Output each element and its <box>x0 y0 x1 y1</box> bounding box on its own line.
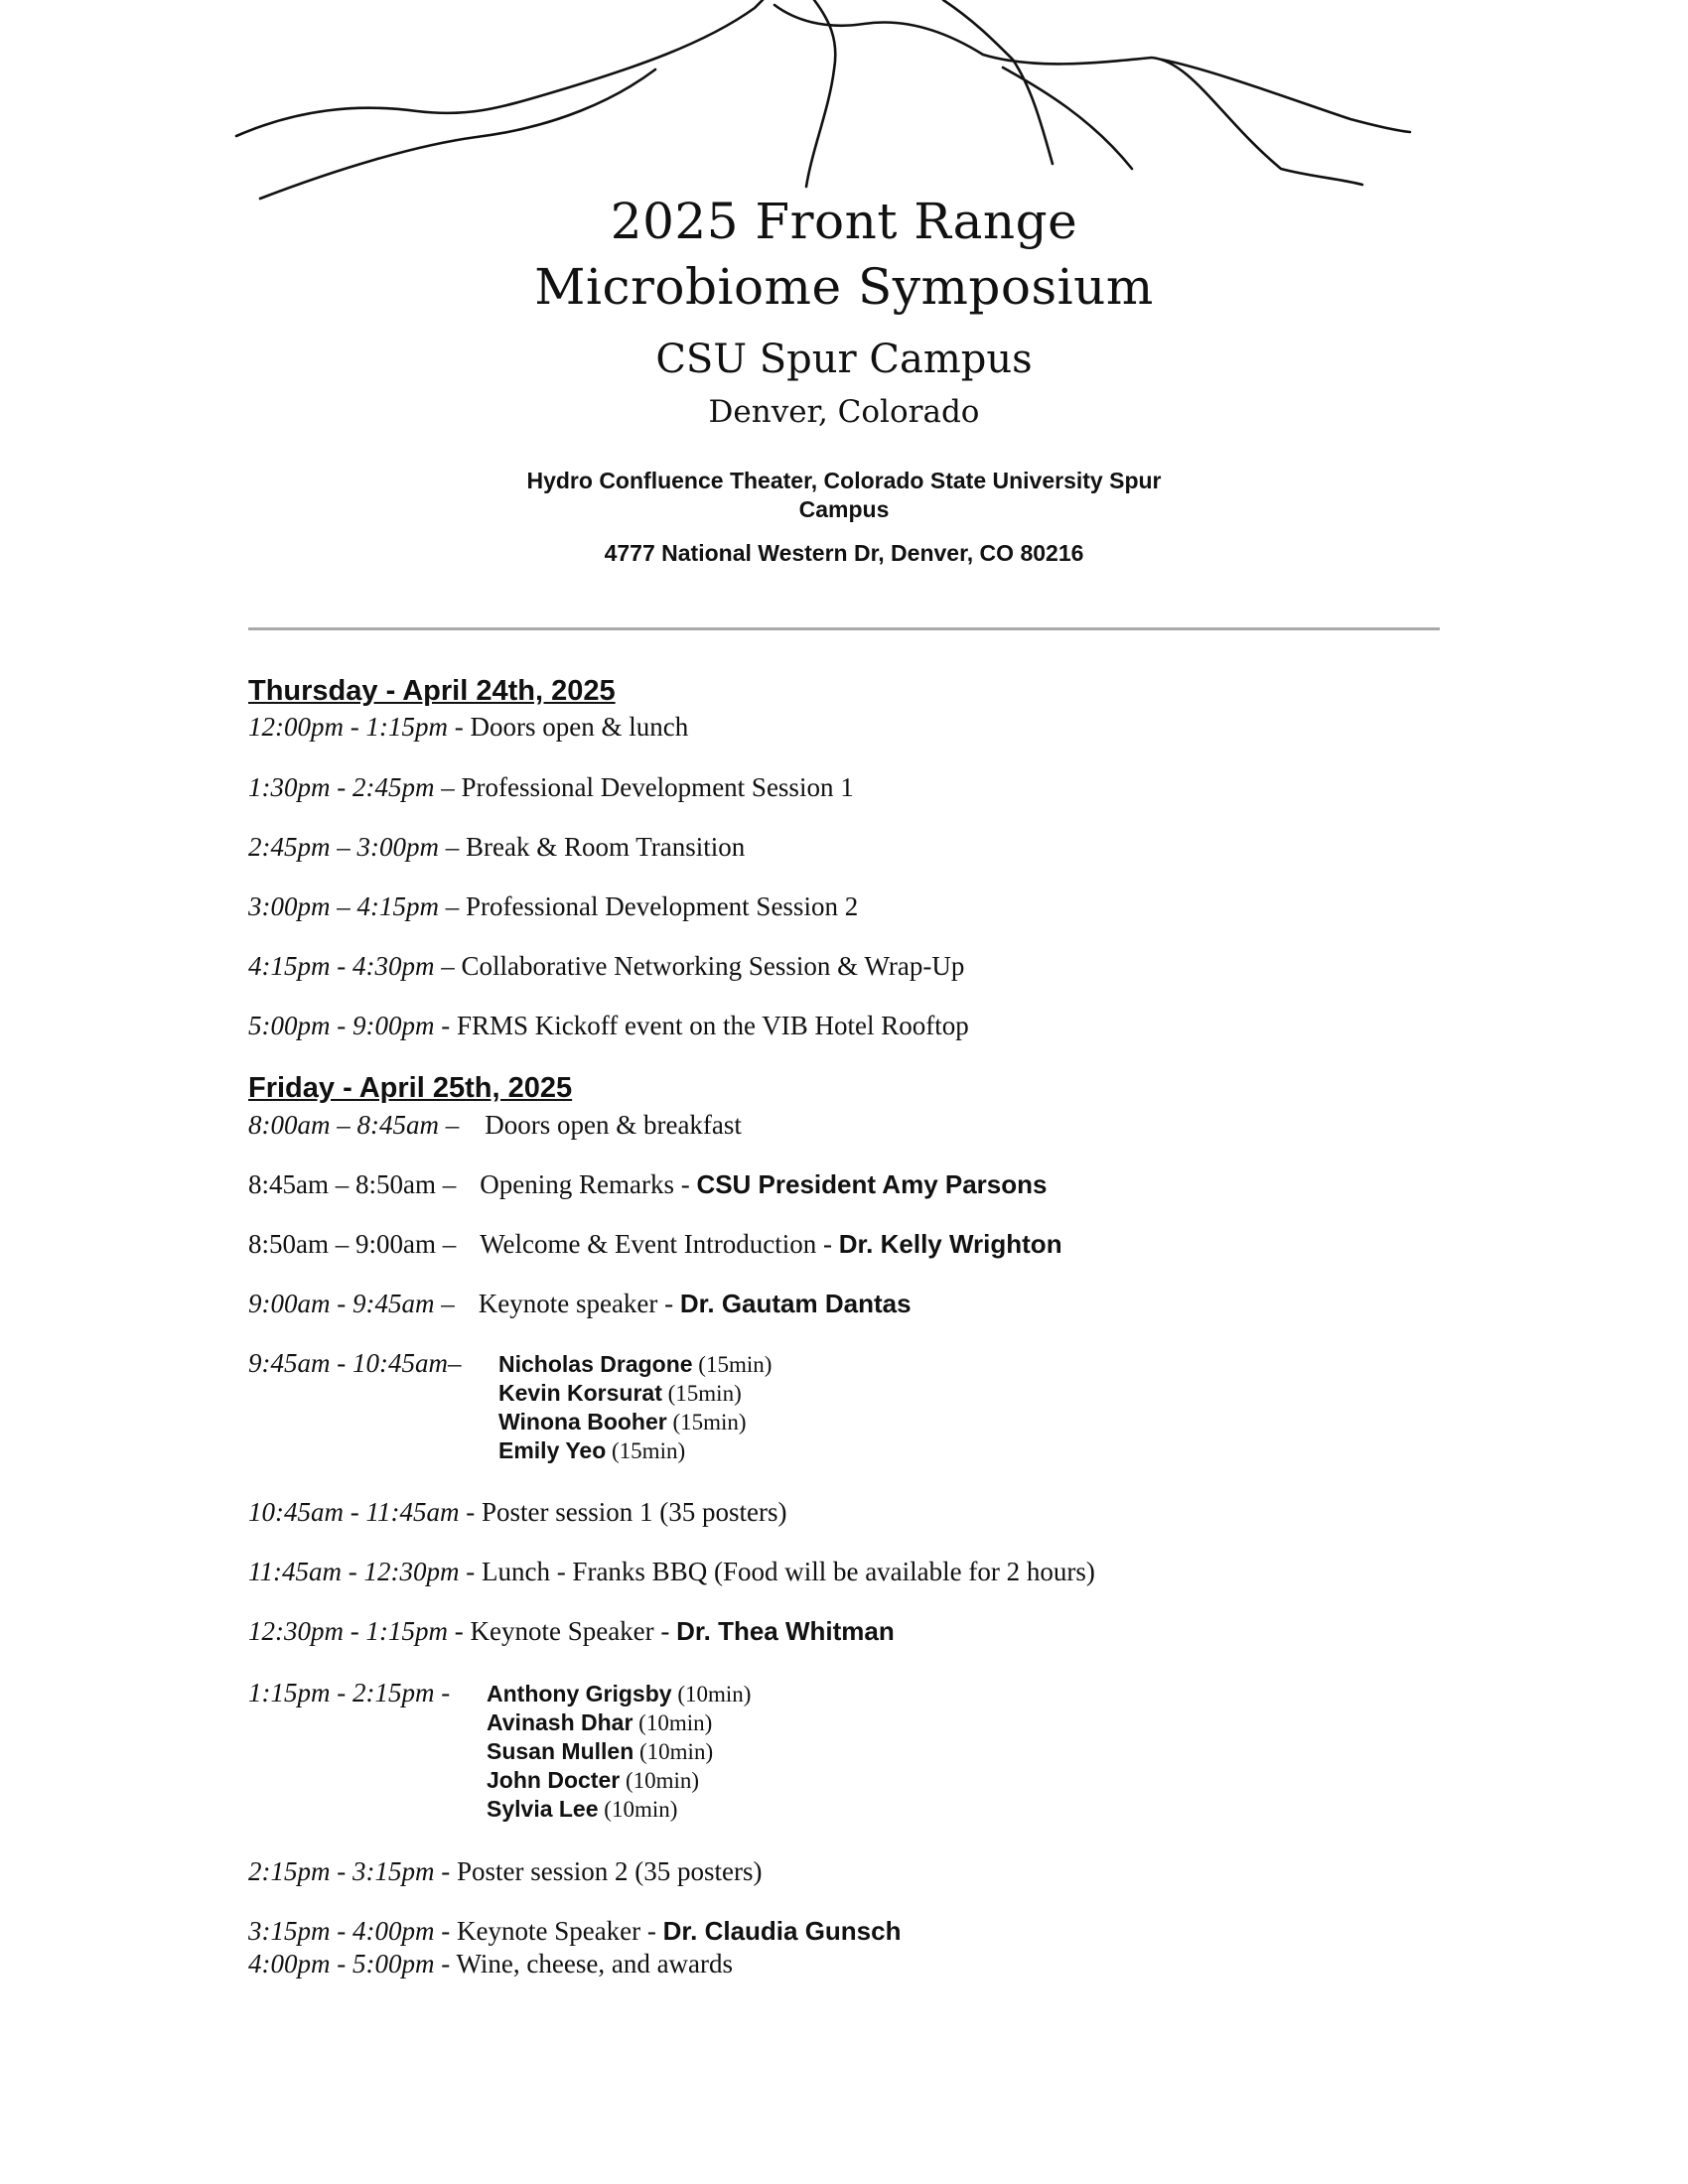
venue-line1: Hydro Confluence Theater, Colorado State University Spur <box>526 468 1162 493</box>
separator: – <box>438 832 466 862</box>
agenda-item <box>248 1856 762 1887</box>
agenda-activity: Wine, cheese, and awards <box>456 1949 734 1979</box>
agenda-item <box>248 1169 1047 1200</box>
talk-speaker: Anthony Grigsby <box>487 1681 672 1706</box>
agenda-time: 12:30pm - 1:15pm <box>248 1616 448 1646</box>
separator: - <box>434 1949 457 1979</box>
agenda-time: 10:45am - 11:45am <box>248 1497 460 1527</box>
talk-duration: (15min) <box>661 1381 742 1406</box>
talk-item <box>498 1408 772 1436</box>
agenda-item <box>248 1229 1062 1260</box>
venue-address: 4777 National Western Dr, Denver, CO 80216 <box>604 540 1084 566</box>
agenda-item <box>248 772 854 803</box>
agenda-item <box>248 1949 733 1979</box>
agenda-item <box>248 832 745 863</box>
separator: - <box>459 1557 482 1586</box>
agenda-activity: Keynote Speaker - <box>456 1916 663 1946</box>
separator: - <box>447 1616 471 1646</box>
talk-duration: (10min) <box>598 1797 678 1822</box>
agenda-item <box>248 891 858 922</box>
talk-duration: (10min) <box>633 1710 713 1735</box>
speaker-name: Dr. Thea Whitman <box>676 1616 895 1646</box>
agenda-activity: Poster session 2 (35 posters) <box>456 1856 763 1886</box>
agenda-item <box>248 1348 461 1379</box>
agenda-activity: Opening Remarks - <box>480 1169 697 1199</box>
header-divider <box>248 627 1440 630</box>
venue-line2: Campus <box>798 496 890 522</box>
talk-speaker: Susan Mullen <box>487 1738 634 1764</box>
speaker-name: Dr. Gautam Dantas <box>679 1289 912 1318</box>
agenda-time: 8:00am – 8:45am – <box>248 1110 460 1140</box>
talk-speaker: John Docter <box>487 1767 621 1793</box>
talk-item <box>487 1766 751 1795</box>
agenda-activity: Doors open & lunch <box>470 712 689 742</box>
agenda-time: 2:15pm - 3:15pm <box>248 1856 435 1886</box>
separator: – <box>434 951 462 981</box>
friday-heading: Friday - April 25th, 2025 <box>248 1072 573 1104</box>
speaker-name: Dr. Claudia Gunsch <box>662 1916 902 1946</box>
agenda-activity: Break & Room Transition <box>465 832 746 862</box>
agenda-item <box>248 951 964 982</box>
thursday-heading: Thursday - April 24th, 2025 <box>248 675 616 707</box>
agenda-time: 8:50am – 9:00am – <box>248 1229 457 1259</box>
separator: – <box>434 772 462 802</box>
agenda-time: 8:45am – 8:50am – <box>248 1169 457 1199</box>
agenda-item <box>248 1289 912 1319</box>
talk-duration: (15min) <box>692 1352 773 1377</box>
talk-item <box>487 1737 751 1766</box>
agenda-item <box>248 1557 1095 1587</box>
event-subtitle: CSU Spur Campus <box>655 337 1033 382</box>
separator: - <box>447 712 471 742</box>
agenda-time: 1:15pm - 2:15pm - <box>248 1678 451 1707</box>
agenda-activity: Doors open & breakfast <box>485 1110 742 1140</box>
agenda-item <box>248 1678 450 1708</box>
agenda-activity: Lunch - Franks BBQ (Food will be available for 2 hours) <box>481 1557 1095 1586</box>
agenda-item <box>248 1916 901 1947</box>
talk-speaker: Winona Booher <box>498 1409 667 1434</box>
event-city: Denver, Colorado <box>708 394 980 430</box>
talk-speaker: Nicholas Dragone <box>498 1351 693 1377</box>
talk-item <box>498 1436 772 1465</box>
agenda-time: 2:45pm – 3:00pm <box>248 832 439 862</box>
agenda-activity: FRMS Kickoff event on the VIB Hotel Rooftop <box>456 1011 969 1040</box>
agenda-item <box>248 712 688 743</box>
separator: - <box>434 1856 457 1886</box>
agenda-time: 1:30pm - 2:45pm <box>248 772 435 802</box>
event-title-line2: Microbiome Symposium <box>534 258 1154 316</box>
event-title-line1: 2025 Front Range <box>610 193 1078 250</box>
separator: - <box>434 1916 457 1946</box>
agenda-time: 3:15pm - 4:00pm <box>248 1916 435 1946</box>
session1-talks <box>498 1350 772 1465</box>
talk-speaker: Avinash Dhar <box>487 1709 633 1735</box>
talk-speaker: Emily Yeo <box>498 1437 607 1463</box>
agenda-time: 11:45am - 12:30pm <box>248 1557 460 1586</box>
separator: - <box>459 1497 482 1527</box>
agenda-activity: Keynote Speaker - <box>470 1616 677 1646</box>
agenda-time: 12:00pm - 1:15pm <box>248 712 448 742</box>
agenda-item <box>248 1011 969 1041</box>
venue-name <box>487 467 1201 524</box>
agenda-activity: Keynote speaker - <box>478 1289 680 1318</box>
agenda-activity: Collaborative Networking Session & Wrap-Up <box>461 951 965 981</box>
talk-duration: (15min) <box>666 1410 747 1434</box>
agenda-time: 9:45am - 10:45am– <box>248 1348 462 1378</box>
talk-speaker: Sylvia Lee <box>487 1796 599 1822</box>
talk-item <box>487 1795 751 1824</box>
talk-item <box>498 1379 772 1408</box>
agenda-activity: Poster session 1 (35 posters) <box>481 1497 787 1527</box>
agenda-activity: Professional Development Session 2 <box>465 891 859 921</box>
talk-duration: (10min) <box>671 1682 752 1706</box>
separator: - <box>434 1011 457 1040</box>
agenda-activity: Welcome & Event Introduction - <box>480 1229 839 1259</box>
agenda-time: 9:00am - 9:45am – <box>248 1289 455 1318</box>
speaker-name: CSU President Amy Parsons <box>696 1169 1048 1199</box>
speaker-name: Dr. Kelly Wrighton <box>838 1229 1062 1259</box>
agenda-activity: Professional Development Session 1 <box>461 772 854 802</box>
talk-duration: (10min) <box>620 1768 700 1793</box>
talk-speaker: Kevin Korsurat <box>498 1380 662 1406</box>
agenda-time: 4:00pm - 5:00pm <box>248 1949 435 1979</box>
agenda-item <box>248 1616 895 1647</box>
mountain-range-illustration <box>0 0 1688 208</box>
separator: – <box>438 891 466 921</box>
agenda-item <box>248 1110 742 1141</box>
talk-item <box>487 1708 751 1737</box>
talk-item <box>487 1680 751 1708</box>
agenda-time: 3:00pm – 4:15pm <box>248 891 439 921</box>
event-header <box>0 189 1688 431</box>
session2-talks <box>487 1680 751 1824</box>
agenda-time: 4:15pm - 4:30pm <box>248 951 435 981</box>
talk-duration: (10min) <box>633 1739 714 1764</box>
agenda-item <box>248 1497 786 1528</box>
talk-item <box>498 1350 772 1379</box>
talk-duration: (15min) <box>606 1438 686 1463</box>
agenda-time: 5:00pm - 9:00pm <box>248 1011 435 1040</box>
